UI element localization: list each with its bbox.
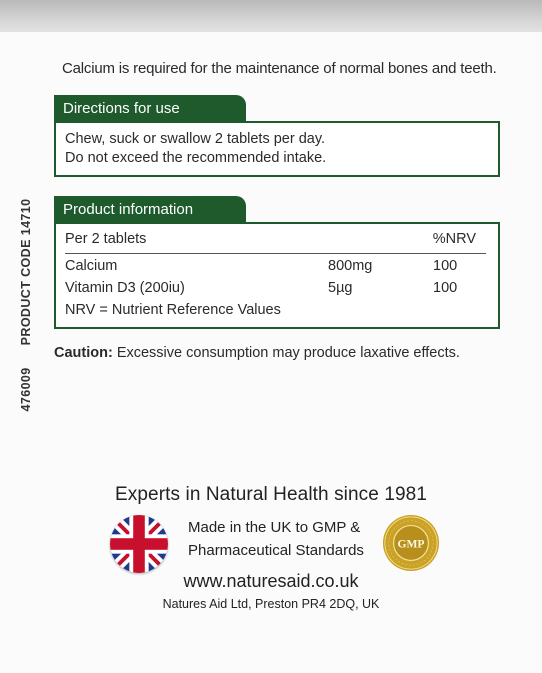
table-row: [65, 258, 486, 278]
caution-label: Caution:: [54, 345, 113, 361]
experts-tagline: Experts in Natural Health since 1981: [115, 484, 427, 505]
intro-text: Calcium is required for the maintenance of normal bones and teeth.: [62, 60, 497, 77]
gmp-seal-icon: [382, 514, 440, 572]
table-row: [65, 280, 486, 300]
table-header-row: [65, 231, 486, 251]
product-code-label: PRODUCT CODE 14710: [19, 198, 33, 346]
nutrient-name: Vitamin D3 (200iu): [65, 280, 185, 296]
made-in-uk-text: [188, 516, 364, 562]
directions-box: [54, 121, 500, 177]
product-info-box: [54, 222, 500, 329]
product-code-vertical: [19, 199, 33, 412]
union-jack-flag-icon: [110, 515, 168, 573]
product-info-heading: Product information: [63, 201, 194, 218]
nutrient-name: Calcium: [65, 258, 118, 274]
caution-text: [54, 345, 460, 361]
nutrient-amount: 800mg: [328, 258, 373, 274]
made-line-2: Pharmaceutical Standards: [188, 542, 364, 559]
nutrient-nrv: 100: [433, 258, 458, 274]
website-url: www.naturesaid.co.uk: [183, 571, 359, 591]
made-line-1: Made in the UK to GMP &: [188, 519, 361, 536]
product-info-tab: [54, 196, 246, 223]
company-address: Natures Aid Ltd, Preston PR4 2DQ, UK: [162, 597, 380, 611]
per-tablets-header: Per 2 tablets: [65, 231, 147, 247]
directions-heading: Directions for use: [63, 100, 180, 117]
directions-tab: [54, 95, 246, 122]
directions-line-1: Chew, suck or swallow 2 tablets per day.: [65, 131, 326, 147]
nutrient-amount: 5µg: [328, 280, 353, 296]
top-gray-band: [0, 0, 542, 32]
gmp-badge-text: GMP: [397, 537, 425, 551]
nrv-header: %NRV: [432, 231, 476, 247]
table-header-rule: [65, 253, 486, 254]
nrv-footnote: NRV = Nutrient Reference Values: [65, 302, 281, 318]
directions-line-2: Do not exceed the recommended intake.: [65, 150, 327, 166]
nutrient-nrv: 100: [433, 280, 458, 296]
nrv-footnote-row: [65, 302, 486, 322]
caution-message: Excessive consumption may produce laxative effects.: [112, 345, 460, 361]
product-number: 476009: [19, 367, 33, 412]
